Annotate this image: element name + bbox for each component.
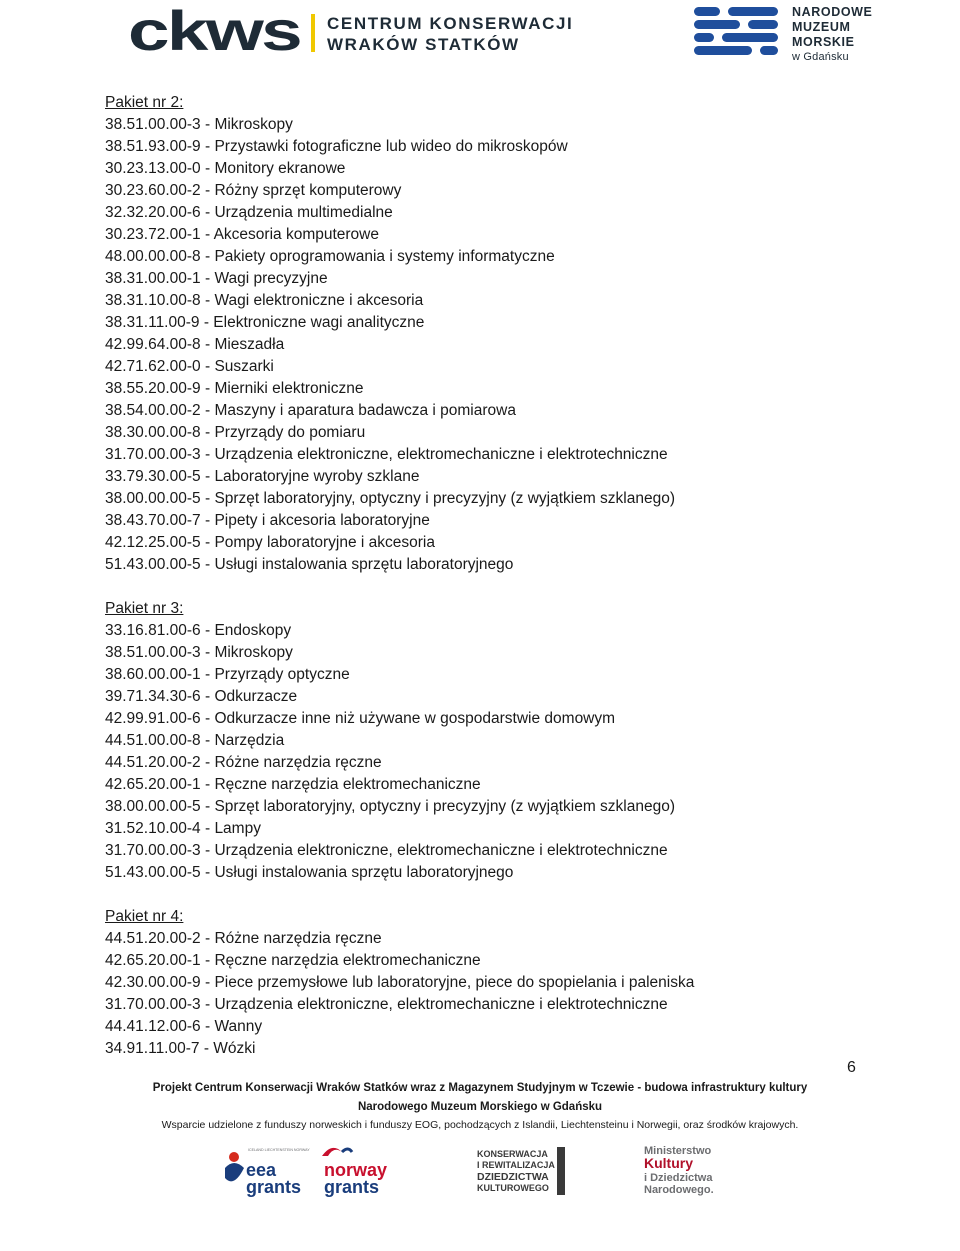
nmm-stripe xyxy=(722,33,778,42)
cpv-code-item: 31.52.10.00-4 - Lampy xyxy=(105,820,261,837)
konserwacja-line3: DZIEDZICTWA xyxy=(477,1171,549,1183)
cpv-code-item: 31.70.00.00-3 - Urządzenia elektroniczne, elektromechaniczne i elektrotechniczne xyxy=(105,996,668,1013)
grants-word: grants xyxy=(246,1177,302,1197)
eea-dot-icon xyxy=(229,1152,239,1162)
cpv-code-item: 38.00.00.00-5 - Sprzęt laboratoryjny, optyczny i precyzyjny (z wyjątkiem szklanego) xyxy=(105,490,676,507)
cpv-code-item: 38.00.00.00-5 - Sprzęt laboratoryjny, optyczny i precyzyjny (z wyjątkiem szklanego) xyxy=(105,798,676,815)
ckws-logo xyxy=(128,0,303,62)
mkidn-line1: Ministerstwo xyxy=(644,1145,712,1157)
cpv-code-item: 44.51.00.00-8 - Narzędzia xyxy=(105,732,285,749)
konserwacja-program-logo xyxy=(475,1143,567,1199)
nmm-city: w Gdańsku xyxy=(792,51,849,63)
footer-funding-note: Wsparcie udzielone z funduszy norweskich i funduszy EOG, pochodzących z Islandii, Liechtensteinu i Norwegii, oraz środków krajowych. xyxy=(161,1119,799,1131)
nmm-name xyxy=(792,5,873,65)
footer-project-owner: Narodowego Muzeum Morskiego w Gdańsku xyxy=(357,1101,603,1113)
page-header xyxy=(0,0,960,80)
cpv-code-item: 38.43.70.00-7 - Pipety i akcesoria laboratoryjne xyxy=(105,512,430,529)
nmm-name-line1: NARODOWE xyxy=(792,5,873,19)
norway-grants-word: grants xyxy=(324,1177,380,1197)
ministry-culture-logo xyxy=(644,1142,734,1198)
page-footer xyxy=(0,1078,960,1134)
mkidn-line3: i Dziedzictwa xyxy=(644,1172,713,1184)
konserwacja-line4: KULTUROWEGO xyxy=(477,1183,549,1193)
cpv-code-item: 42.30.00.00-9 - Piece przemysłowe lub laboratoryjne, piece do spopielania i paleniska xyxy=(105,974,695,991)
mkidn-line4: Narodowego. xyxy=(644,1184,714,1196)
mkidn-line2: Kultury xyxy=(644,1155,693,1171)
cpv-code-item: 31.70.00.00-3 - Urządzenia elektroniczne, elektromechaniczne i elektrotechniczne xyxy=(105,842,668,859)
nmm-stripe xyxy=(694,46,752,55)
package-title: Pakiet nr 2: xyxy=(105,94,184,111)
cpv-code-item: 42.99.64.00-8 - Mieszadła xyxy=(105,336,285,353)
footer-project-title: Projekt Centrum Konserwacji Wraków Statków wraz z Magazynem Studyjnym w Tczewie - budowa infrastruktury kultury xyxy=(152,1082,808,1094)
cpv-code-item: 44.51.20.00-2 - Różne narzędzia ręczne xyxy=(105,754,382,771)
cpv-code-item: 32.32.20.00-6 - Urządzenia multimedialne xyxy=(105,204,393,221)
package-title: Pakiet nr 4: xyxy=(105,908,184,925)
cpv-code-item: 42.71.62.00-0 - Suszarki xyxy=(105,358,274,375)
cpv-code-item: 30.23.13.00-0 - Monitory ekranowe xyxy=(105,160,346,177)
cpv-code-item: 38.31.10.00-8 - Wagi elektroniczne i akcesoria xyxy=(105,292,424,309)
cpv-code-item: 42.99.91.00-6 - Odkurzacze inne niż używane w gospodarstwie domowym xyxy=(105,710,616,727)
funding-logos xyxy=(0,1138,960,1208)
eea-grants-logo xyxy=(222,1144,310,1197)
cpv-code-item: 48.00.00.00-8 - Pakiety oprogramowania i systemy informatyczne xyxy=(105,248,555,265)
cpv-code-item: 44.41.12.00-6 - Wanny xyxy=(105,1018,263,1035)
ckws-name-line1: CENTRUM KONSERWACJI xyxy=(327,14,574,33)
cpv-code-item: 33.16.81.00-6 - Endoskopy xyxy=(105,622,292,639)
cpv-code-item: 38.60.00.00-1 - Przyrządy optyczne xyxy=(105,666,350,683)
package-section xyxy=(105,92,865,576)
cpv-code-item: 34.91.11.00-7 - Wózki xyxy=(105,1040,256,1057)
cpv-code-item: 42.65.20.00-1 - Ręczne narzędzia elektromechaniczne xyxy=(105,952,481,969)
cpv-code-item: 38.51.00.00-3 - Mikroskopy xyxy=(105,644,293,661)
nmm-logo-mark xyxy=(694,6,778,56)
cpv-code-item: 31.70.00.00-3 - Urządzenia elektroniczne, elektromechaniczne i elektrotechniczne xyxy=(105,446,668,463)
nmm-name-line3: MORSKIE xyxy=(792,35,855,49)
cpv-code-item: 38.55.20.00-9 - Mierniki elektroniczne xyxy=(105,380,364,397)
cpv-code-item: 38.54.00.00-2 - Maszyny i aparatura badawcza i pomiarowa xyxy=(105,402,516,419)
cpv-code-item: 38.51.93.00-9 - Przystawki fotograficzne lub wideo do mikroskopów xyxy=(105,138,568,155)
package-list xyxy=(105,92,865,1082)
cpv-code-item: 30.23.72.00-1 - Akcesoria komputerowe xyxy=(105,226,379,243)
ckws-name xyxy=(327,13,573,55)
ckws-logo-text: ckws xyxy=(128,0,300,62)
cpv-code-item: 51.43.00.00-5 - Usługi instalowania sprzętu laboratoryjnego xyxy=(105,864,514,881)
norway-word: norway xyxy=(324,1160,388,1180)
cpv-code-item: 38.31.11.00-9 - Elektroniczne wagi analityczne xyxy=(105,314,425,331)
norway-swirl-icon xyxy=(322,1148,342,1156)
cpv-code-item: 30.23.60.00-2 - Różny sprzęt komputerowy xyxy=(105,182,402,199)
cpv-code-item: 38.51.00.00-3 - Mikroskopy xyxy=(105,116,293,133)
eea-countries: ICELAND LIECHTENSTEIN NORWAY xyxy=(248,1148,310,1152)
nmm-stripe xyxy=(748,20,778,29)
konserwacja-grid-icon xyxy=(557,1147,565,1195)
nmm-stripe xyxy=(694,33,714,42)
nmm-name-line2: MUZEUM xyxy=(792,20,851,34)
cpv-code-item: 44.51.20.00-2 - Różne narzędzia ręczne xyxy=(105,930,382,947)
cpv-code-item: 42.12.25.00-5 - Pompy laboratoryjne i akcesoria xyxy=(105,534,435,551)
cpv-code-item: 51.43.00.00-5 - Usługi instalowania sprzętu laboratoryjnego xyxy=(105,556,514,573)
ckws-name-line2: WRAKÓW STATKÓW xyxy=(327,35,520,54)
konserwacja-line2: I REWITALIZACJA xyxy=(477,1160,555,1170)
cpv-code-item: 38.31.00.00-1 - Wagi precyzyjne xyxy=(105,270,328,287)
cpv-code-item: 33.79.30.00-5 - Laboratoryjne wyroby szklane xyxy=(105,468,420,485)
package-section xyxy=(105,598,865,884)
package-section xyxy=(105,906,865,1060)
norway-swirl-icon xyxy=(342,1149,352,1152)
package-title: Pakiet nr 3: xyxy=(105,600,184,617)
nmm-stripe xyxy=(728,7,778,16)
eea-word: eea xyxy=(246,1160,277,1180)
cpv-code-item: 39.71.34.30-6 - Odkurzacze xyxy=(105,688,298,705)
ckws-accent-bar xyxy=(311,14,315,52)
eea-swirl-icon xyxy=(225,1163,244,1181)
nmm-stripe xyxy=(694,7,720,16)
page-number: 6 xyxy=(847,1059,856,1076)
konserwacja-line1: KONSERWACJA xyxy=(477,1149,548,1159)
norway-grants-logo xyxy=(318,1142,400,1196)
nmm-stripe xyxy=(760,46,778,55)
cpv-code-item: 38.30.00.00-8 - Przyrządy do pomiaru xyxy=(105,424,366,441)
cpv-code-item: 42.65.20.00-1 - Ręczne narzędzia elektromechaniczne xyxy=(105,776,481,793)
nmm-stripe xyxy=(694,20,740,29)
